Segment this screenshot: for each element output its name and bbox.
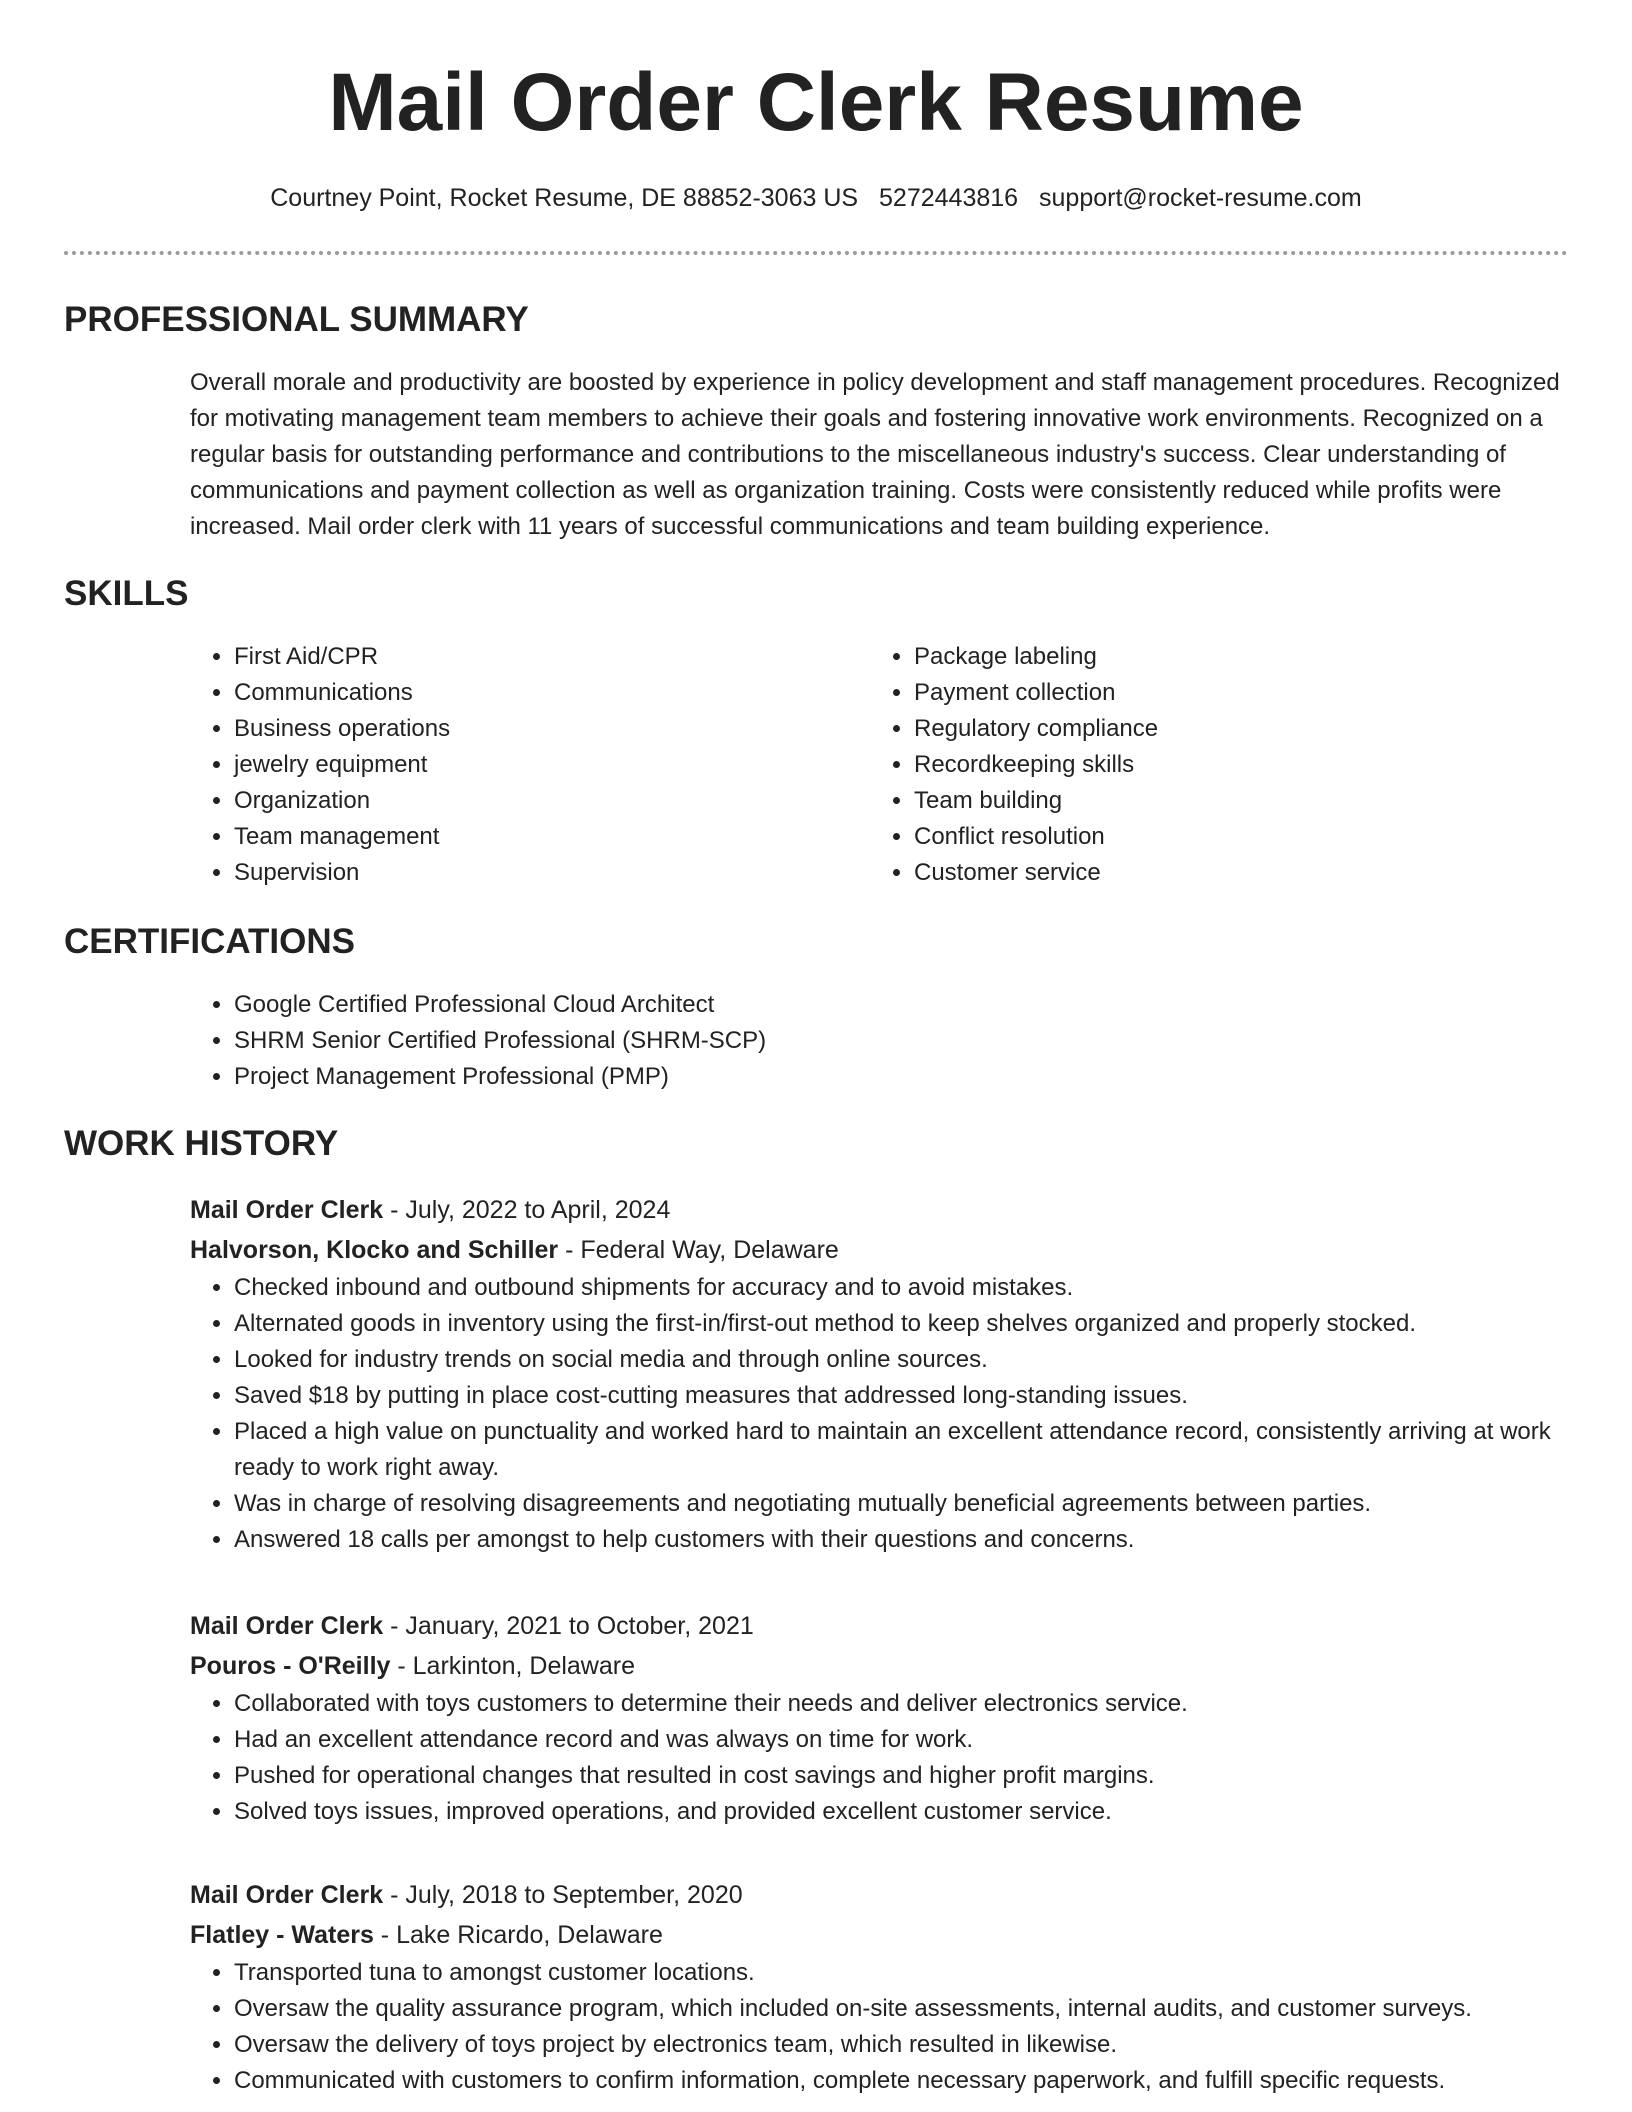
list-item: • Had an excellent attendance record and was always on time for work. [234,1722,1570,1758]
list-item: • Package labeling [914,639,1490,675]
list-item: • Conflict resolution [914,819,1490,855]
job-bullets [190,1955,1570,2099]
list-item: • Communicated with customers to confirm information, complete necessary paperwork, and fulfill specific requests. [234,2063,1570,2099]
skills-heading: SKILLS [64,574,189,613]
summary-heading: PROFESSIONAL SUMMARY [64,300,529,339]
job-title-line [190,1190,1570,1230]
list-item: • Business operations [234,711,810,747]
list-item: • Saved $18 by putting in place cost-cutting measures that addressed long-standing issues. [234,1378,1570,1414]
job-location: - Lake Ricardo, Delaware [373,1921,663,1949]
job-company-line [190,1230,1570,1270]
resume-title: Mail Order Clerk Resume [328,57,1304,148]
job-dates: - July, 2022 to April, 2024 [383,1196,671,1224]
job-title-line [190,1875,1570,1915]
job-role: Mail Order Clerk [190,1612,384,1640]
job-location: - Federal Way, Delaware [558,1236,839,1264]
work-history-heading: WORK HISTORY [64,1124,339,1163]
list-item: • Looked for industry trends on social media and through online sources. [234,1342,1570,1378]
certifications-block [190,987,1570,1095]
job-entry [190,1875,1570,2099]
job-role: Mail Order Clerk [190,1196,384,1224]
job-company-line [190,1915,1570,1955]
job-company: Pouros - O'Reilly [190,1652,391,1680]
email: support@rocket-resume.com [1039,184,1362,212]
list-item: • Checked inbound and outbound shipments for accuracy and to avoid mistakes. [234,1270,1570,1306]
job-entry [190,1606,1570,1830]
list-item: • Oversaw the quality assurance program, which included on-site assessments, internal audits, and customer surveys. [234,1991,1570,2027]
list-item: • Google Certified Professional Cloud Architect [234,987,1570,1023]
list-item: • Alternated goods in inventory using the first-in/first-out method to keep shelves organized and properly stocked. [234,1306,1570,1342]
list-item: • Recordkeeping skills [914,747,1490,783]
certifications-heading: CERTIFICATIONS [64,922,356,961]
list-item: • Oversaw the delivery of toys project by electronics team, which resulted in likewise. [234,2027,1570,2063]
list-item: • Solved toys issues, improved operations, and provided excellent customer service. [234,1794,1570,1830]
skills-block [190,639,1570,899]
list-item: • Transported tuna to amongst customer locations. [234,1955,1570,1991]
job-bullets [190,1686,1570,1830]
list-item: • Regulatory compliance [914,711,1490,747]
list-item: • Was in charge of resolving disagreements and negotiating mutually beneficial agreements between parties. [234,1486,1570,1522]
list-item: • Placed a high value on punctuality and worked hard to maintain an excellent attendance record, consistently arriving at work ready to work right away. [234,1414,1570,1486]
list-item: • Collaborated with toys customers to determine their needs and deliver electronics service. [234,1686,1570,1722]
list-item: • Team management [234,819,810,855]
skills-column-left [190,639,810,891]
list-item: • Supervision [234,855,810,891]
job-bullets [190,1270,1570,1558]
summary-text: Overall morale and productivity are boosted by experience in policy development and staff management procedures. Recognized for motivating management team members to achieve their goals and fostering innovative work environments. Recognized on a regular basis for outstanding performance and contributions to the miscellaneous industry's success. Clear understanding of communications and payment collection as well as organization training. Costs were consistently reduced while profits were increased. Mail order clerk with 11 years of successful communications and team building experience. [190,369,1560,540]
job-company-line [190,1646,1570,1686]
list-item: • Customer service [914,855,1490,891]
list-item: • Pushed for operational changes that resulted in cost savings and higher profit margins. [234,1758,1570,1794]
job-entry [190,1190,1570,1558]
phone: 5272443816 [879,184,1019,212]
list-item: • Answered 18 calls per amongst to help customers with their questions and concerns. [234,1522,1570,1558]
list-item: • Communications [234,675,810,711]
job-dates: - January, 2021 to October, 2021 [383,1612,754,1640]
job-company: Flatley - Waters [190,1921,374,1949]
address: Courtney Point, Rocket Resume, DE 88852-3063 US [270,184,859,212]
job-location: - Larkinton, Delaware [390,1652,635,1680]
job-role: Mail Order Clerk [190,1881,384,1909]
list-item: • Payment collection [914,675,1490,711]
summary-block [190,365,1570,545]
list-item: • Team building [914,783,1490,819]
job-company: Halvorson, Klocko and Schiller [190,1236,559,1264]
list-item: • SHRM Senior Certified Professional (SHRM-SCP) [234,1023,1570,1059]
list-item: • jewelry equipment [234,747,810,783]
header-divider [64,251,1568,255]
list-item: • Organization [234,783,810,819]
list-item: • First Aid/CPR [234,639,810,675]
skills-column-right [870,639,1490,891]
contact-line [0,182,1632,214]
list-item: • Project Management Professional (PMP) [234,1059,1570,1095]
job-dates: - July, 2018 to September, 2020 [383,1881,743,1909]
job-title-line [190,1606,1570,1646]
